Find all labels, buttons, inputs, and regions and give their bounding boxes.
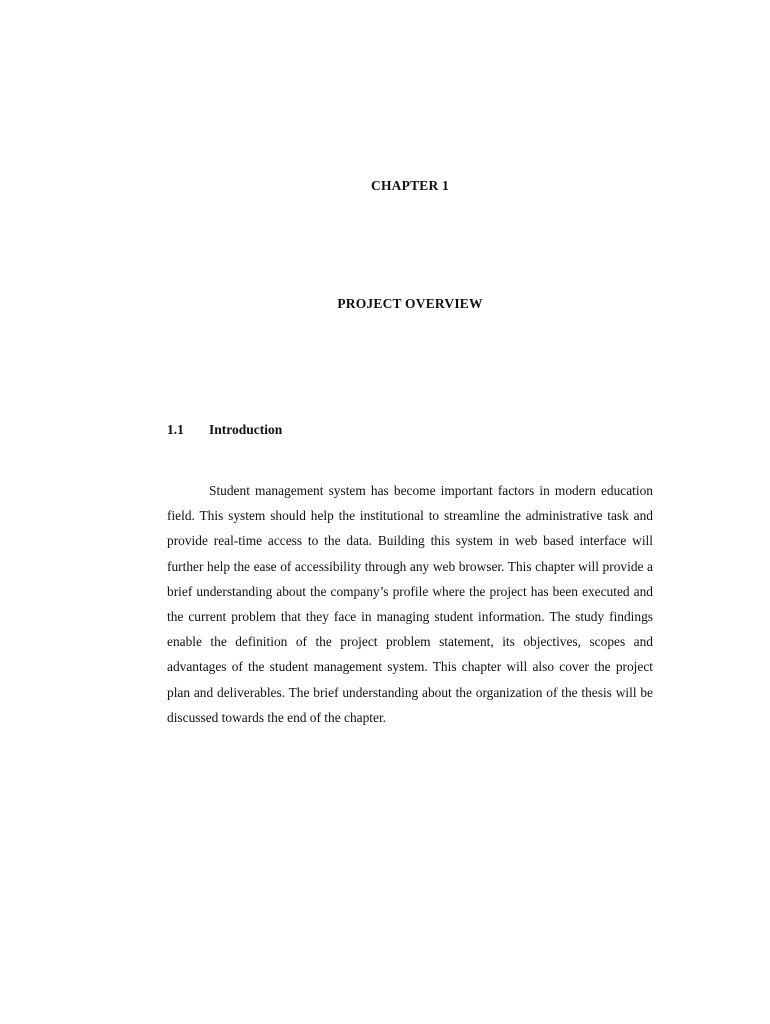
chapter-label: CHAPTER 1	[371, 178, 449, 193]
intro-paragraph: Student management system has become important factors in modern education field. This system should help the institutional to streamline the administrative task and provide real-time access to the data. Building this system in web based interface will further help the ease of accessibility through any web browser. This chapter will provide a brief understanding about the company’s profile where the project has been executed and the current problem that they face in managing student information. The study findings enable the definition of the project problem statement, its objectives, scopes and advantages of the student management system. This chapter will also cover the project plan and deliverables. The brief understanding about the organization of the thesis will be discussed towards the end of the chapter.	[167, 483, 653, 725]
section-heading	[167, 422, 282, 438]
chapter-title: PROJECT OVERVIEW	[337, 296, 483, 311]
section-number: 1.1	[167, 422, 184, 437]
section-title: Introduction	[209, 422, 283, 437]
